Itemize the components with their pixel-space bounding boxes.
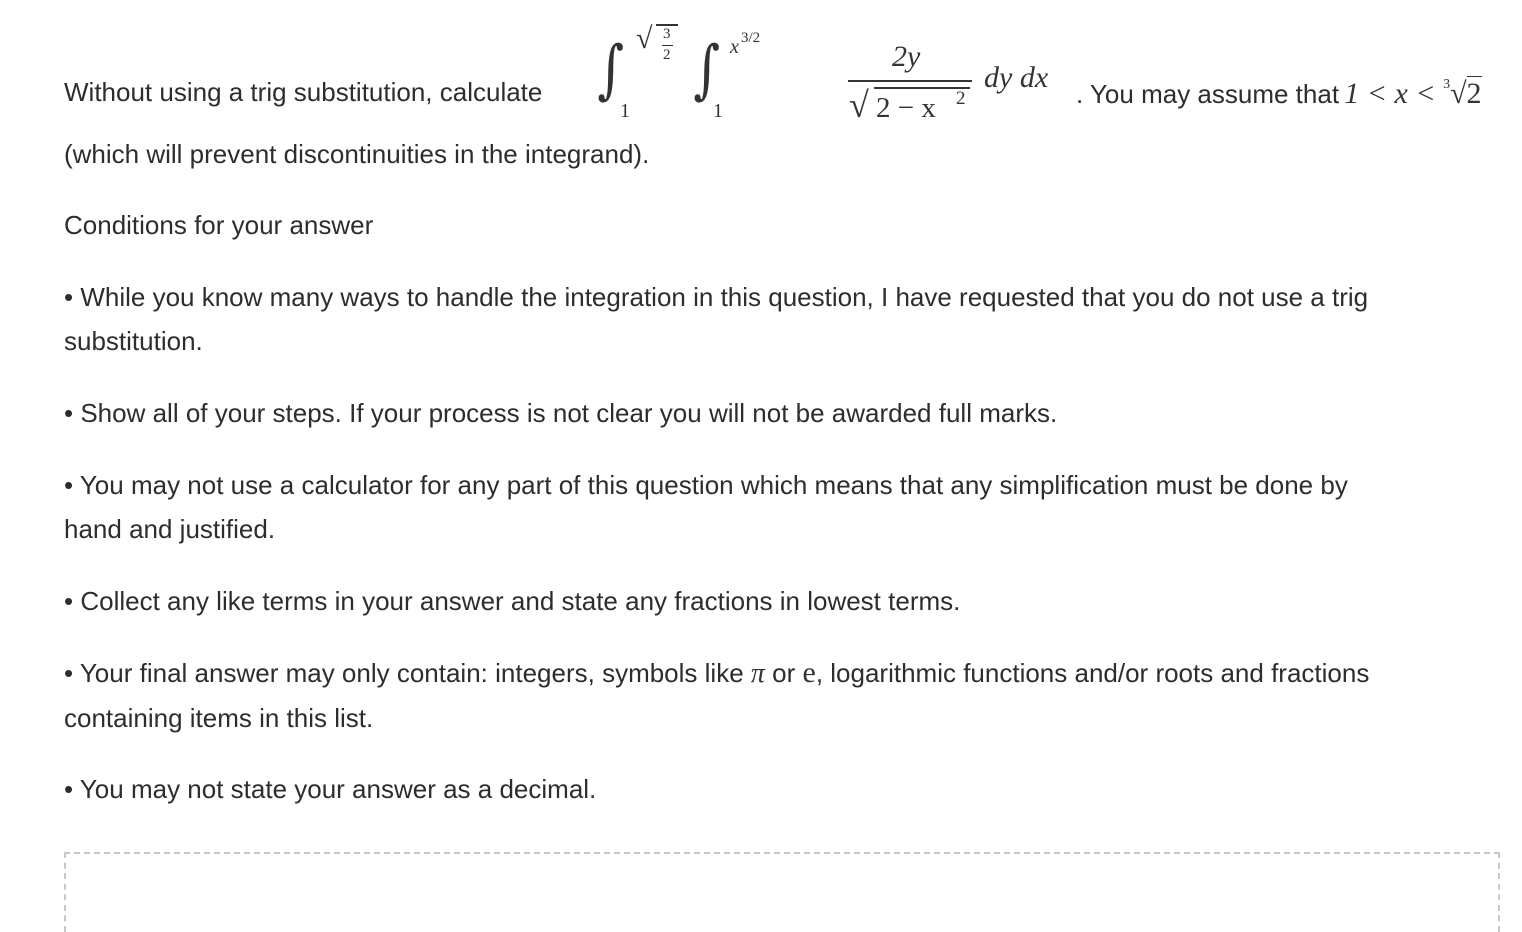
intro-text-after <box>1076 77 1482 111</box>
condition-line: hand and justified. <box>64 514 276 544</box>
condition-item <box>64 579 960 623</box>
intro-text: Without using a trig substitution, calculate <box>64 77 543 107</box>
condition-line: • Collect any like terms in your answer and state any fractions in lowest terms. <box>64 586 961 616</box>
condition-item <box>64 275 1368 363</box>
inner-upper-exp: 3/2 <box>741 30 761 46</box>
assume-text: . You may assume that <box>1076 79 1340 109</box>
cuberoot-sign: √ <box>1450 77 1467 110</box>
condition-line: • You may not state your answer as a decimal. <box>64 774 597 804</box>
condition-text: , logarithmic functions and/or roots and fractions <box>815 658 1370 688</box>
condition-item <box>64 463 1348 551</box>
differentials: dy dx <box>984 61 1049 94</box>
condition-line: substitution. <box>64 326 203 356</box>
condition-item <box>64 391 1057 435</box>
double-integral <box>594 14 1049 134</box>
condition-line: • While you know many ways to handle the integration in this question, I have requested that you do not use a trig <box>64 282 1369 312</box>
outer-upper-den: 2 <box>663 47 671 63</box>
outer-lower-limit: 1 <box>620 100 630 122</box>
cuberoot-index: 3 <box>1443 77 1451 92</box>
condition-line <box>64 651 1369 696</box>
inner-lower-limit: 1 <box>713 100 723 122</box>
intro-continuation: (which will prevent discontinuities in the integrand). <box>64 139 650 169</box>
pi-symbol: π <box>750 658 765 689</box>
inner-upper-base: x <box>730 36 739 58</box>
cuberoot-radicand: 2 <box>1466 77 1482 110</box>
integrand-numerator: 2y <box>892 40 921 73</box>
inner-integral-sign: ∫ <box>693 33 721 107</box>
e-symbol: e <box>802 656 816 689</box>
outer-upper-sqrt: √ <box>636 22 653 55</box>
condition-line: • You may not use a calculator for any part of this question which means that any simplification must be done by <box>64 470 1348 500</box>
condition-text: • Your final answer may only contain: integers, symbols like <box>64 658 751 688</box>
denominator-exponent: 2 <box>956 88 966 109</box>
condition-item <box>64 767 596 811</box>
denominator-radical: √ <box>849 85 869 125</box>
condition-text: or <box>764 658 803 688</box>
answer-input-area[interactable] <box>64 852 1500 932</box>
outer-integral-sign: ∫ <box>597 33 625 107</box>
conditions-heading: Conditions for your answer <box>64 210 374 240</box>
inequality: 1 < x < <box>1344 77 1444 110</box>
condition-line: containing items in this list. <box>64 703 374 733</box>
condition-line: • Show all of your steps. If your process is not clear you will not be awarded full marks. <box>64 398 1058 428</box>
question-intro <box>64 14 1504 134</box>
denominator-radicand: 2 − x <box>876 92 936 124</box>
condition-item <box>64 651 1369 740</box>
outer-upper-num: 3 <box>663 26 671 42</box>
